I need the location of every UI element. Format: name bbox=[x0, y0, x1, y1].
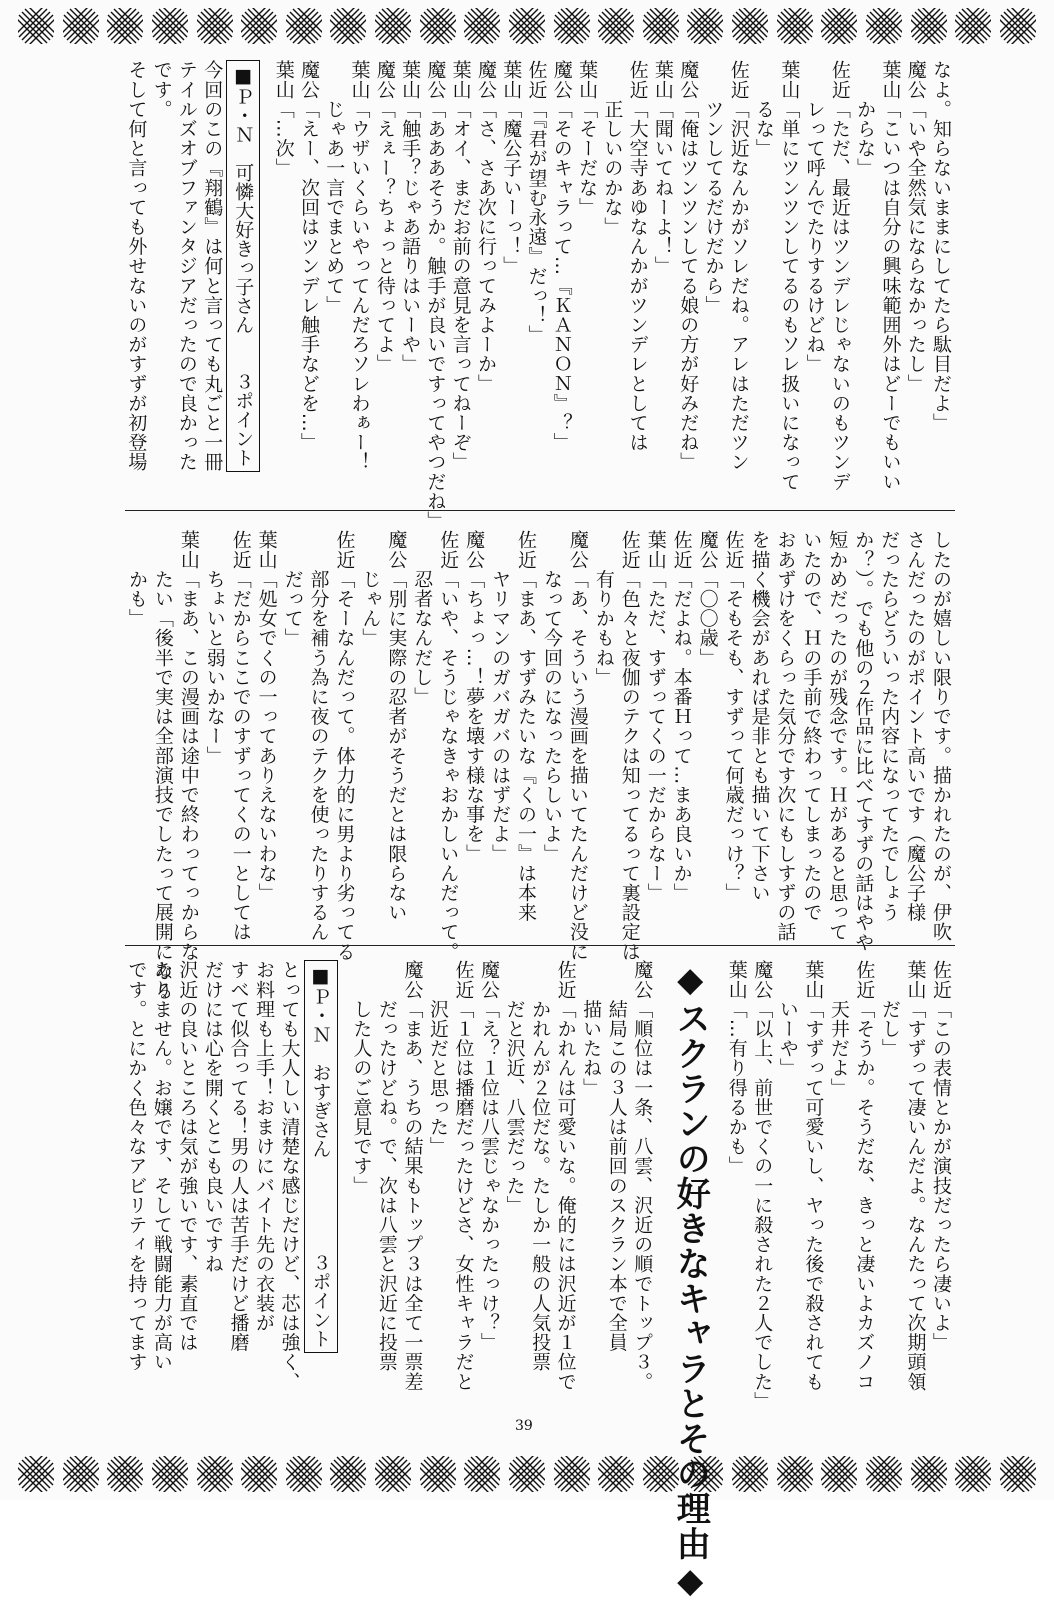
text-line: 魔公「以上、前世でくの一に殺された２人でした」 bbox=[751, 960, 774, 1411]
cross-mark-icon bbox=[241, 8, 277, 44]
text-line: 魔公「別に実際の忍者がそうだとは限らない bbox=[385, 530, 408, 922]
bottom-border bbox=[18, 1454, 1036, 1494]
cross-mark-icon bbox=[643, 8, 679, 44]
text-line: 忍者なんだし」 bbox=[411, 530, 434, 707]
text-line: 葉山「触手？じゃあ語りはいーや」 bbox=[399, 60, 422, 374]
text-line: 魔公「えー、次回はツンデレ触手などを…」 bbox=[297, 60, 320, 452]
cross-mark-icon bbox=[554, 8, 590, 44]
text-line: 葉山「まあ、この漫画は途中で終わってっからな bbox=[177, 530, 200, 962]
cross-mark-icon bbox=[420, 8, 456, 44]
text-line: 佐近「大空寺あゆなんかがツンデレとしては bbox=[626, 60, 649, 452]
cross-mark-icon bbox=[911, 1456, 947, 1492]
cross-mark-icon bbox=[464, 8, 500, 44]
cross-mark-icon bbox=[63, 8, 99, 44]
text-line: だったらどういった内容になってたでしょう bbox=[878, 530, 901, 922]
text-line: 魔公「〇〇歳」 bbox=[696, 530, 719, 668]
text-line: 魔公「えぇー？ちょっと待ってよ」 bbox=[373, 60, 396, 374]
text-line: いーや」 bbox=[776, 960, 799, 1078]
text-line: 葉山「ただ、すずってくの一だからなー」 bbox=[644, 530, 667, 903]
cross-mark-icon bbox=[509, 8, 545, 44]
text-line: 葉山「…次」 bbox=[272, 60, 295, 178]
text-line: かも」 bbox=[125, 530, 148, 628]
letter-line: です。 bbox=[150, 60, 173, 119]
cross-mark-icon bbox=[598, 1456, 634, 1492]
text-line: じゃあ一言でまとめて」 bbox=[323, 60, 346, 315]
text-line: 葉山「すずって凄いんだよ。なんたって次期頭領 bbox=[904, 960, 927, 1392]
text-line: 佐近「１位は播磨だったけどさ、女性キャラだと bbox=[452, 960, 475, 1392]
text-line: 魔公「え？１位は八雲じゃなかったっけ？」 bbox=[478, 960, 501, 1352]
text-line: 佐近「かれんは可愛いな。俺的には沢近が１位で bbox=[554, 960, 577, 1392]
pen-name-box: ■Ｐ・Ｎ 可憐大好きっ子さん ３ポイント bbox=[226, 60, 260, 472]
text-line: 葉山「オイ、まだお前の意見を言ってねーぞ」 bbox=[449, 60, 472, 472]
letter-line: とっても大人しい清楚な感じだけど、芯は強く、 bbox=[278, 960, 301, 1392]
text-line: レって呼んでたりするけどね」 bbox=[803, 60, 826, 374]
cross-mark-icon bbox=[152, 1456, 188, 1492]
text-line: 佐近「色々と夜伽のテクは知ってるって裏設定は bbox=[618, 530, 641, 962]
cross-mark-icon bbox=[866, 8, 902, 44]
divider-1 bbox=[125, 510, 955, 511]
text-line: 葉山「処女でくの一ってありえないわな」 bbox=[255, 530, 278, 903]
text-line: たい「後半で実は全部演技でしたって展開になる bbox=[151, 530, 174, 1001]
cross-mark-icon bbox=[777, 1456, 813, 1492]
text-line: 魔公「あ、そういう漫画を描いてたんだけど没に bbox=[566, 530, 589, 962]
cross-mark-icon bbox=[63, 1456, 99, 1492]
text-line: 葉山「すずって可愛いし、ヤった後で殺されても bbox=[802, 960, 825, 1392]
cross-mark-icon bbox=[375, 1456, 411, 1492]
text-line: なって今回のになったらしいよ」 bbox=[540, 530, 563, 864]
cross-mark-icon bbox=[509, 1456, 545, 1492]
text-line: 佐近「そもそも、すずって何歳だっけ？」 bbox=[722, 530, 745, 903]
section-2 bbox=[125, 530, 955, 1001]
text-line: ちょいと弱いかなー」 bbox=[203, 530, 226, 766]
cross-mark-icon bbox=[286, 1456, 322, 1492]
text-line: 有りかもね」 bbox=[592, 530, 615, 687]
text-line: か？）。でも他の２作品に比べてすずの話はやや bbox=[852, 530, 875, 952]
text-line: 魔公「まあ、うちの結果もトップ３は全て一票差 bbox=[401, 960, 424, 1392]
text-line: 佐近「そーなんだって。体力的に男より劣ってる bbox=[333, 530, 356, 962]
text-line: だと沢近、八雲だった」 bbox=[503, 960, 526, 1215]
text-line: からな」 bbox=[854, 60, 877, 178]
text-line: 魔公「いや全然気にならなかったし」 bbox=[904, 60, 927, 394]
letter-line: そして何と言っても外せないのがすずが初登場 bbox=[125, 60, 148, 472]
text-line: を描く機会があれば是非とも描いて下さい bbox=[748, 530, 771, 903]
cross-mark-icon bbox=[197, 8, 233, 44]
cross-mark-icon bbox=[732, 8, 768, 44]
text-line: 正しいのかな」 bbox=[601, 60, 624, 237]
text-line: だって」 bbox=[281, 530, 304, 648]
letter-line: です。とにかく色々なアビリティを持ってます bbox=[125, 960, 148, 1372]
text-line: 天井だよ」 bbox=[827, 960, 850, 1098]
text-line: ツンしてるだけだから」 bbox=[702, 60, 725, 315]
text-line: 葉山「単にツンツンしてるのもソレ扱いになって bbox=[778, 60, 801, 492]
text-line: るな」 bbox=[753, 60, 776, 158]
page-number: 39 bbox=[515, 1418, 533, 1434]
text-line: おあずけをくらった気分です次にもしすずの話 bbox=[774, 530, 797, 942]
section-heading: ◆スクランの好きなキャラとその理由◆ bbox=[670, 960, 711, 1602]
text-line: かれんが２位だな。たしか一般の人気投票 bbox=[529, 960, 552, 1372]
cross-mark-icon bbox=[598, 8, 634, 44]
cross-mark-icon bbox=[1000, 1456, 1036, 1492]
text-line: 部分を補う為に夜のテクを使ったりするん bbox=[307, 530, 330, 942]
text-line: 葉山「聞いてねーよ！」 bbox=[651, 60, 674, 276]
text-line: した人のご意見です」 bbox=[350, 960, 373, 1196]
cross-mark-icon bbox=[197, 1456, 233, 1492]
text-line: 佐近「だよね。本番Ｈって…まあ良いか」 bbox=[670, 530, 693, 903]
letter-line: お料理も上手！おまけにバイト先の衣装が bbox=[252, 960, 275, 1333]
cross-mark-icon bbox=[18, 8, 54, 44]
cross-mark-icon bbox=[464, 1456, 500, 1492]
cross-mark-icon bbox=[777, 8, 813, 44]
cross-mark-icon bbox=[420, 1456, 456, 1492]
cross-mark-icon bbox=[955, 1456, 991, 1492]
text-line: 佐近「ただ、最近はツンデレじゃないのもツンデ bbox=[828, 60, 851, 492]
letter-line: テイルズオブファンタジアだったので良かった bbox=[175, 60, 198, 472]
cross-mark-icon bbox=[241, 1456, 277, 1492]
cross-mark-icon bbox=[152, 8, 188, 44]
text-line: 葉山「こいつは自分の興味範囲外はどーでもいい bbox=[879, 60, 902, 492]
letter-line: だけには心を開くとこも良いですね bbox=[201, 960, 224, 1274]
cross-mark-icon bbox=[330, 1456, 366, 1492]
top-border bbox=[18, 6, 1036, 46]
text-line: 佐近「沢近なんかがソレだね。アレはただツン bbox=[727, 60, 750, 472]
text-line: 葉山「…有り得るかも」 bbox=[725, 960, 748, 1176]
pen-name-box: ■Ｐ・Ｎ おすぎさん ３ポイント bbox=[304, 960, 338, 1353]
cross-mark-icon bbox=[286, 8, 322, 44]
text-line: 魔公「順位は一条、八雲、沢近の順でトップ３。 bbox=[631, 960, 654, 1392]
cross-mark-icon bbox=[107, 1456, 143, 1492]
letter-line: すべて似合ってる！男の人は苦手だけど播磨 bbox=[227, 960, 250, 1352]
cross-mark-icon bbox=[866, 1456, 902, 1492]
cross-mark-icon bbox=[687, 8, 723, 44]
text-line: だったけどね。で、次は八雲と沢近に投票 bbox=[375, 960, 398, 1372]
text-line: 佐近「この表情とかが演技だったら凄いよ」 bbox=[930, 960, 952, 1352]
text-line: 佐近「まあ、すずみたいな『くの一』は本来 bbox=[515, 530, 537, 922]
text-line: 葉山「魔公子いーっ！」 bbox=[500, 60, 523, 276]
text-line: 結局この３人は前回のスクラン本で全員 bbox=[605, 960, 628, 1352]
cross-mark-icon bbox=[18, 1456, 54, 1492]
cross-mark-icon bbox=[955, 8, 991, 44]
text-line: 佐近「いや、そうじゃなきゃおかしいんだって。 bbox=[437, 530, 460, 962]
text-line: だし」 bbox=[878, 960, 901, 1058]
text-line: さんだったのがポイント高いです（魔公子様 bbox=[904, 530, 927, 922]
cross-mark-icon bbox=[821, 8, 857, 44]
cross-mark-icon bbox=[375, 8, 411, 44]
letter-line: 沢近の良いところは気が強いです、素直では bbox=[176, 960, 199, 1352]
text-line: いたので、Ｈの手前で終わってしまったので bbox=[800, 530, 823, 922]
text-line: 沢近だと思った」 bbox=[426, 960, 449, 1156]
text-line: 魔公「ちょっ…！夢を壊す様な事を」 bbox=[463, 530, 486, 864]
text-line: なよ。知らないままにしてたら駄目だよ」 bbox=[930, 60, 952, 433]
text-line: 葉山「そーだな」 bbox=[576, 60, 599, 217]
text-line: 佐近「だからここでのすずってくの一としては bbox=[229, 530, 252, 942]
letter-line: 今回のこの『翔鶴』は何と言っても丸ごと一冊 bbox=[201, 60, 224, 472]
text-line: 描いたね」 bbox=[580, 960, 603, 1098]
text-line: 佐近「『君が望む永遠』だっ！」 bbox=[525, 60, 548, 345]
text-line: 佐近「そうか。そうだな、きっと凄いよカズノコ bbox=[853, 960, 876, 1392]
text-line: ヤリマンのガバガバのはずだよ」 bbox=[489, 530, 512, 864]
text-line: 葉山「ウザいくらいやってんだろソレわぁー！ bbox=[348, 60, 371, 472]
divider-2 bbox=[125, 945, 955, 946]
cross-mark-icon bbox=[1000, 8, 1036, 44]
text-line: 短かめだったのが残念です。Ｈがあると思って bbox=[826, 530, 849, 942]
section-1 bbox=[125, 60, 955, 531]
text-line: 魔公「あああそうか。触手が良いですってやつだね」 bbox=[424, 60, 447, 531]
text-line: 魔公「さ、さあ次に行ってみよーか」 bbox=[474, 60, 497, 394]
cross-mark-icon bbox=[911, 8, 947, 44]
text-line: じゃん」 bbox=[359, 530, 382, 648]
text-line: 魔公「俺はツンツンしてる娘の方が好みだね」 bbox=[677, 60, 700, 472]
letter-line: ありません。お嬢です、そして戦闘能力が高い bbox=[150, 960, 173, 1372]
text-line: 魔公「そのキャラって…『ＫＡＮＯＮ』？」 bbox=[550, 60, 573, 452]
cross-mark-icon bbox=[821, 1456, 857, 1492]
cross-mark-icon bbox=[330, 8, 366, 44]
text-line: したのが嬉しい限りです。描かれたのが、伊吹 bbox=[930, 530, 952, 942]
cross-mark-icon bbox=[732, 1456, 768, 1492]
cross-mark-icon bbox=[107, 8, 143, 44]
cross-mark-icon bbox=[554, 1456, 590, 1492]
